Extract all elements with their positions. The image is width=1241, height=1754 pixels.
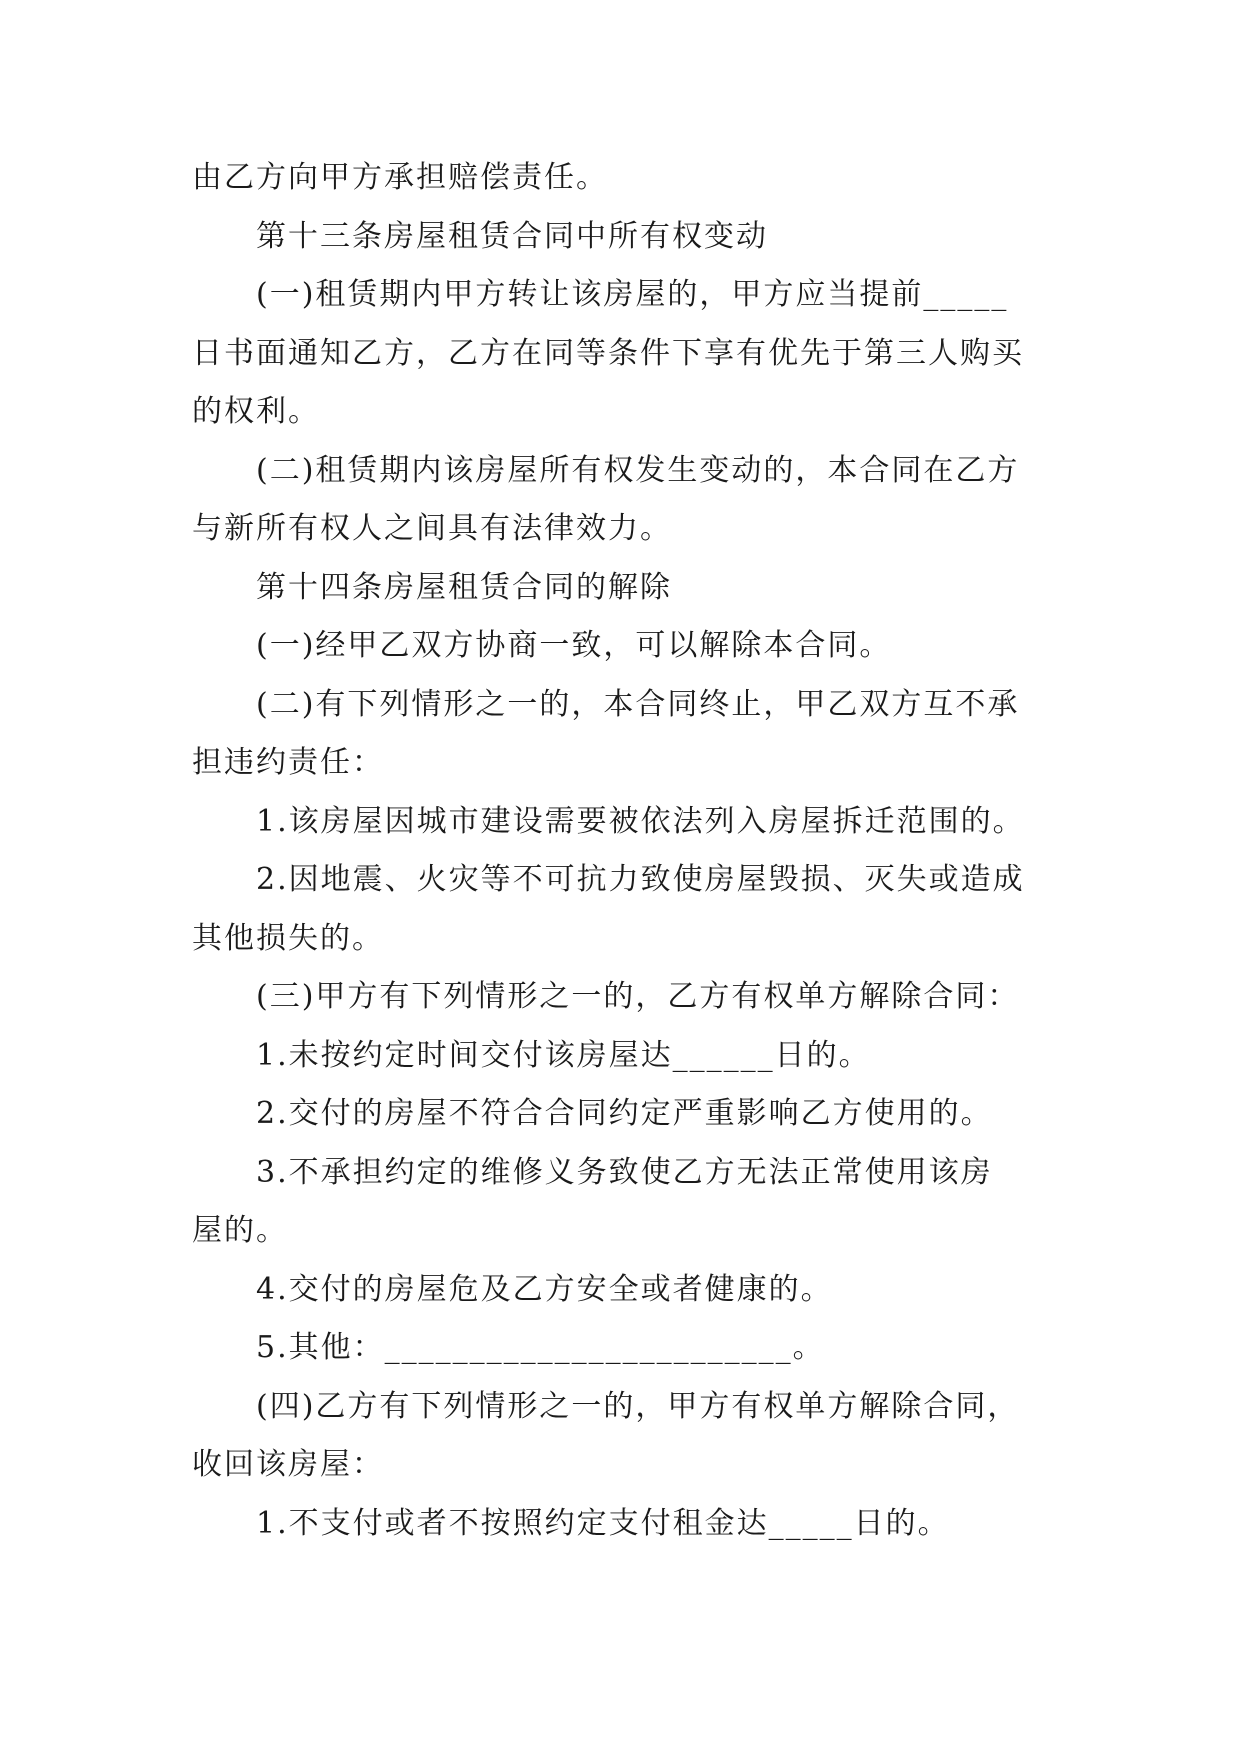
text-line: 5.其他：________________________。 [256,1330,825,1365]
text-line: 4.交付的房屋危及乙方安全或者健康的。 [256,1271,833,1307]
text-line: 与新所有权人之间具有法律效力。 [192,511,672,546]
text-line: (二)有下列情形之一的，本合同终止，甲乙双方互不承 [256,686,1020,722]
text-line: (二)租赁期内该房屋所有权发生变动的，本合同在乙方 [256,452,1020,488]
text-line: 1.该房屋因城市建设需要被依法列入房屋拆迁范围的。 [256,803,1025,839]
text-line: 的权利。 [192,394,320,429]
text-line: 1.未按约定时间交付该房屋达______日的。 [256,1037,871,1073]
text-line: 第十四条房屋租赁合同的解除 [256,569,672,605]
text-line: 收回该房屋： [192,1447,384,1482]
text-line: 其他损失的。 [192,920,384,956]
text-line: (一)经甲乙双方协商一致，可以解除本合同。 [256,628,892,663]
text-line: (三)甲方有下列情形之一的，乙方有权单方解除合同： [256,979,1020,1014]
text-line: 第十三条房屋租赁合同中所有权变动 [256,218,768,254]
text-line: 3.不承担约定的维修义务致使乙方无法正常使用该房 [256,1154,993,1190]
text-line: 2.交付的房屋不符合合同约定严重影响乙方使用的。 [256,1096,993,1131]
text-line: 1.不支付或者不按照约定支付租金达_____日的。 [256,1505,950,1541]
text-line: 屋的。 [192,1213,288,1248]
text-line: (一)租赁期内甲方转让该房屋的，甲方应当提前_____ [256,277,1009,312]
text-line: 日书面通知乙方，乙方在同等条件下享有优先于第三人购买 [192,335,1024,371]
text-line: 担违约责任： [192,745,384,780]
text-line: (四)乙方有下列情形之一的，甲方有权单方解除合同， [256,1388,1020,1424]
text-line: 2.因地震、火灾等不可抗力致使房屋毁损、灭失或造成 [256,862,1025,897]
document-body [192,158,1050,1562]
text-line: 由乙方向甲方承担赔偿责任。 [192,160,608,195]
